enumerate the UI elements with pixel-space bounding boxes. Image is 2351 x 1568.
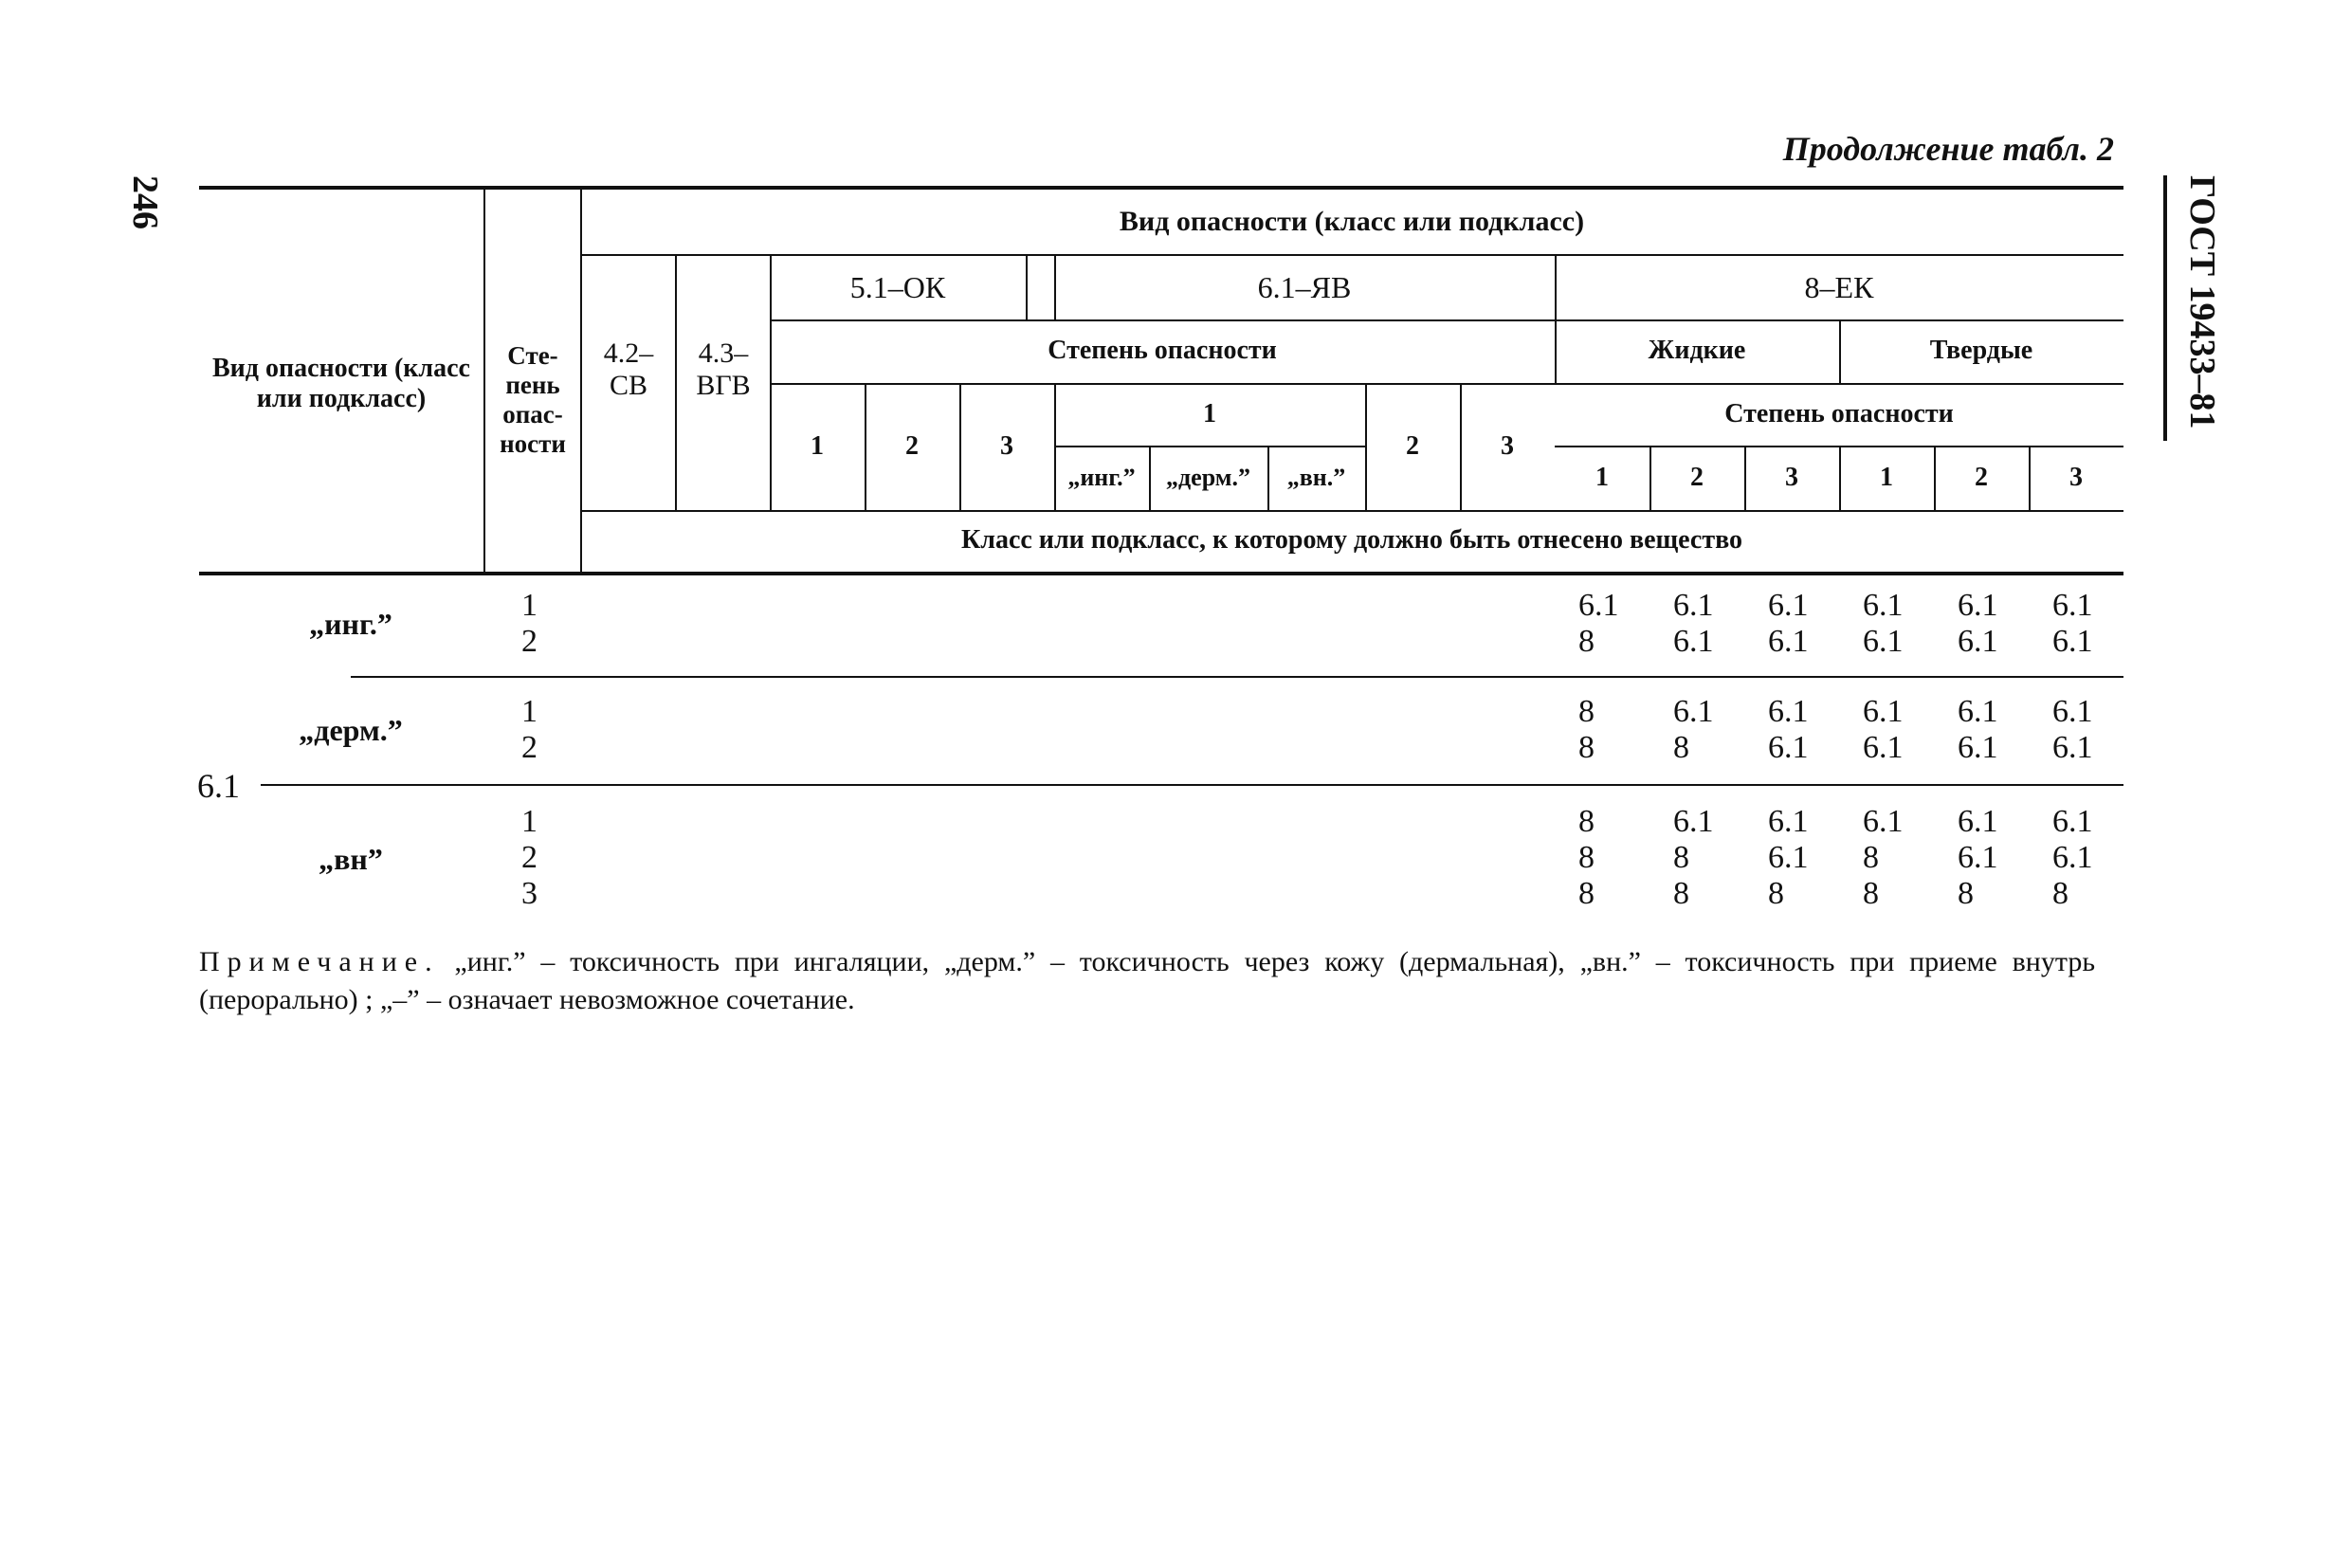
class-value-cell: 8 xyxy=(1578,694,1595,729)
derm-header: „дерм.” xyxy=(1166,464,1250,492)
ek-liquid-2: 2 xyxy=(1690,462,1704,492)
class-value-cell: 6.1 xyxy=(1673,624,1714,659)
degree-value: 2 xyxy=(521,624,538,659)
vn-header: „вн.” xyxy=(1286,464,1346,492)
class-value-cell: 6.1 xyxy=(1958,804,1998,839)
class-value-cell: 8 xyxy=(1673,840,1689,875)
class-value-cell: 8 xyxy=(1863,840,1879,875)
class-value-cell: 8 xyxy=(1578,876,1595,911)
group-label-vn: „вн” xyxy=(319,842,383,876)
note-text: „инг.” – токсичность при ингаляции, „дерм.” – токсичность через кожу (дермальная), „вн.” – токсичность при приеме внутрь (перорально) ; „–” – означает невозможное сочетание. xyxy=(199,946,2095,1015)
ek-solid-3: 3 xyxy=(2069,462,2083,492)
class-value-cell: 6.1 xyxy=(1863,804,1904,839)
class-value-cell: 6.1 xyxy=(1958,730,1998,765)
hazard-type-header: Вид опасности (класс или подкласс) xyxy=(1119,205,1585,237)
liquid-header: Жидкие xyxy=(1648,336,1746,366)
group-label-ing: „инг.” xyxy=(309,607,392,641)
sub-header-1: 1 xyxy=(811,430,824,461)
class-value-cell: 6.1 xyxy=(2052,624,2093,659)
class-value-cell: 8 xyxy=(1578,730,1595,765)
class-value-cell: 6.1 xyxy=(2052,694,2093,729)
header-bottom-rule xyxy=(199,572,2123,575)
ek-liquid-1: 1 xyxy=(1595,462,1609,492)
class-value-cell: 6.1 xyxy=(1863,624,1904,659)
group-rule xyxy=(261,784,2123,786)
class-value-cell: 6.1 xyxy=(2052,804,2093,839)
class-value-cell: 8 xyxy=(1673,730,1689,765)
row-label-header: Вид опасности (класс или подкласс) xyxy=(211,353,470,413)
ek-liquid-3: 3 xyxy=(1785,462,1798,492)
sub-header-2-yav: 2 xyxy=(1406,430,1419,461)
class-value-cell: 6.1 xyxy=(1578,588,1619,623)
class-value-cell: 6.1 xyxy=(1768,840,1809,875)
class-value-cell: 6.1 xyxy=(2052,730,2093,765)
note-prefix: Примечание. xyxy=(199,946,440,977)
degree-value: 2 xyxy=(521,840,538,875)
class-value-cell: 8 xyxy=(1578,804,1595,839)
group-rule xyxy=(351,676,2123,678)
class-value-cell: 6.1 xyxy=(1673,804,1714,839)
rule xyxy=(1026,256,1028,319)
table-note xyxy=(199,943,2095,1019)
solid-header: Твердые xyxy=(1929,336,2033,366)
class-value-cell: 6.1 xyxy=(1863,694,1904,729)
class-value-cell: 8 xyxy=(2052,876,2069,911)
sub-header-3-yav: 3 xyxy=(1501,430,1514,461)
class-value-cell: 6.1 xyxy=(1768,694,1809,729)
ek-solid-1: 1 xyxy=(1880,462,1893,492)
col-43-header: 4.3– ВГВ xyxy=(696,337,751,401)
class-value-cell: 6.1 xyxy=(1768,804,1809,839)
class-value-cell: 6.1 xyxy=(1673,588,1714,623)
col-8-header: 8–ЕК xyxy=(1804,270,1874,305)
sub-header-2: 2 xyxy=(905,430,919,461)
ing-header: „инг.” xyxy=(1067,464,1136,492)
class-value-cell: 6.1 xyxy=(1673,694,1714,729)
continuation-label: Продолжение табл. 2 xyxy=(1782,130,2114,168)
group-label-derm: „дерм.” xyxy=(299,713,403,747)
ek-solid-2: 2 xyxy=(1975,462,1988,492)
main-class-label: 6.1 xyxy=(197,767,240,805)
class-value-cell: 8 xyxy=(1578,840,1595,875)
degree-value: 1 xyxy=(521,694,538,729)
degree-value: 1 xyxy=(521,588,538,623)
class-value-cell: 6.1 xyxy=(1768,624,1809,659)
class-value-cell: 8 xyxy=(1578,624,1595,659)
class-value-cell: 8 xyxy=(1768,876,1784,911)
col-42-header: 4.2– СВ xyxy=(603,337,654,401)
class-row-header: Класс или подкласс, к которому должно быть отнесено вещество xyxy=(960,525,1743,556)
class-value-cell: 6.1 xyxy=(1958,624,1998,659)
class-value-cell: 6.1 xyxy=(2052,840,2093,875)
col-61-header: 6.1–ЯВ xyxy=(1257,270,1352,305)
page-number: 246 xyxy=(125,175,165,229)
class-value-cell: 6.1 xyxy=(2052,588,2093,623)
col-51-header: 5.1–ОК xyxy=(849,270,946,305)
degree-header: Сте- пень опас- ности xyxy=(500,340,566,459)
class-value-cell: 6.1 xyxy=(1958,588,1998,623)
class-value-cell: 8 xyxy=(1673,876,1689,911)
class-value-cell: 6.1 xyxy=(1768,730,1809,765)
standard-code: ГОСТ 19433–81 xyxy=(2182,175,2222,429)
side-rule xyxy=(2163,175,2167,441)
class-value-cell: 6.1 xyxy=(1863,730,1904,765)
degree-value: 3 xyxy=(521,876,538,911)
class-value-cell: 6.1 xyxy=(1958,694,1998,729)
sub-header-1-yav: 1 xyxy=(1203,398,1216,428)
degree-value: 1 xyxy=(521,804,538,839)
degree-hazard-header: Степень опасности xyxy=(1048,336,1277,366)
degree-hazard-8-header: Степень опасности xyxy=(1724,398,1954,428)
sub-header-3: 3 xyxy=(1000,430,1013,461)
degree-value: 2 xyxy=(521,730,538,765)
class-value-cell: 6.1 xyxy=(1863,588,1904,623)
class-value-cell: 6.1 xyxy=(1958,840,1998,875)
class-value-cell: 6.1 xyxy=(1768,588,1809,623)
class-value-cell: 8 xyxy=(1958,876,1974,911)
class-value-cell: 8 xyxy=(1863,876,1879,911)
